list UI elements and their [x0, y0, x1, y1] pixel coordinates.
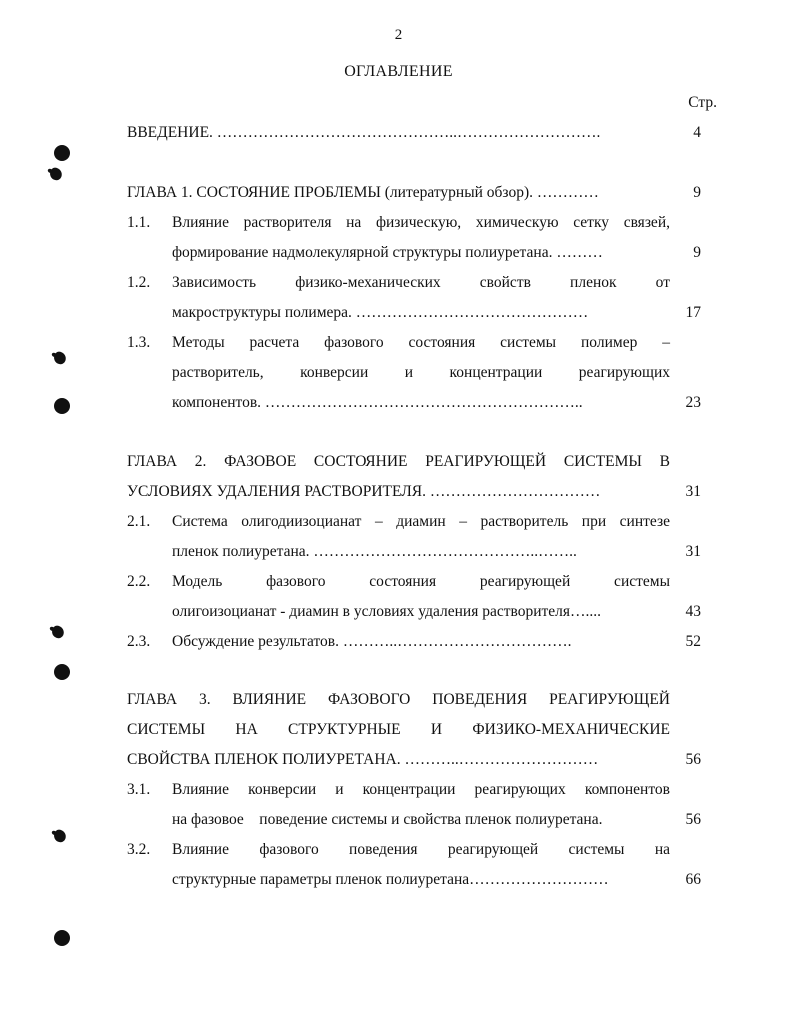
- toc-page: 31: [685, 483, 701, 500]
- toc-page: 56: [685, 751, 701, 768]
- page-column-header: Стр.: [688, 94, 717, 111]
- page-number: 2: [394, 27, 403, 43]
- toc-section-2-1[interactable]: 2.1. Система олигодиизоцианат – диамин – растворитель при синтезе: [0, 507, 797, 537]
- section-number: 1.2.: [127, 274, 151, 291]
- toc-page: 23: [685, 394, 701, 411]
- toc-page: 56: [685, 811, 701, 828]
- toc-chapter-1[interactable]: ГЛАВА 1. СОСТОЯНИЕ ПРОБЛЕМЫ (литературный обзор). ………… 9: [0, 178, 797, 208]
- toc-section-1-3-cont: компонентов. …………………………………………………….. 23: [0, 388, 797, 418]
- toc-section-1-1-cont: формирование надмолекулярной структуры полиуретана. ……… 9: [0, 238, 797, 268]
- toc-section-1-2-cont: макроструктуры полимера. ……………………………………… 17: [0, 298, 797, 328]
- toc-page: 66: [685, 871, 701, 888]
- toc-section-3-2[interactable]: 3.2. Влияние фазового поведения реагирующей системы на: [0, 835, 797, 865]
- page-title: ОГЛАВЛЕНИЕ: [344, 63, 453, 80]
- toc-section-2-3[interactable]: 2.3. Обсуждение результатов. ………..……………………………. 52: [0, 627, 797, 657]
- toc-page: 9: [693, 184, 701, 201]
- toc-page: 9: [693, 244, 701, 261]
- toc-section-3-1[interactable]: 3.1. Влияние конверсии и концентрации реагирующих компонентов: [0, 775, 797, 805]
- section-number: 1.3.: [127, 334, 151, 351]
- toc-chapter-2[interactable]: ГЛАВА 2. ФАЗОВОЕ СОСТОЯНИЕ РЕАГИРУЮЩЕЙ СИСТЕМЫ В: [127, 453, 670, 470]
- toc-chapter-3-cont: СИСТЕМЫ НА СТРУКТУРНЫЕ И ФИЗИКО-МЕХАНИЧЕСКИЕ: [127, 721, 670, 738]
- toc-section-2-2-cont: олигоизоцианат - диамин в условиях удаления растворителя….... 43: [0, 597, 797, 627]
- section-number: 1.1.: [127, 214, 151, 231]
- toc-section-1-3-cont: растворитель, конверсии и концентрации реагирующих: [172, 364, 670, 381]
- section-number: 3.2.: [127, 841, 151, 858]
- toc-section-1-2[interactable]: 1.2. Зависимость физико-механических свойств пленок от: [0, 268, 797, 298]
- section-number: 2.1.: [127, 513, 151, 530]
- toc-chapter-2-cont: УСЛОВИЯХ УДАЛЕНИЯ РАСТВОРИТЕЛЯ. …………………………… 31: [0, 477, 797, 507]
- toc-page: 31: [685, 543, 701, 560]
- section-number: 3.1.: [127, 781, 151, 798]
- toc-chapter-3-cont: СВОЙСТВА ПЛЕНОК ПОЛИУРЕТАНА. ………..……………………… 56: [0, 745, 797, 775]
- toc-section-1-1[interactable]: 1.1. Влияние растворителя на физическую, химическую сетку связей,: [0, 208, 797, 238]
- toc-page: 17: [685, 304, 701, 321]
- toc-section-1-3[interactable]: 1.3. Методы расчета фазового состояния системы полимер –: [0, 328, 797, 358]
- section-number: 2.3.: [127, 633, 151, 650]
- toc-page: 43: [685, 603, 701, 620]
- toc-chapter-3[interactable]: ГЛАВА 3. ВЛИЯНИЕ ФАЗОВОГО ПОВЕДЕНИЯ РЕАГИРУЮЩЕЙ: [127, 691, 670, 708]
- toc-section-3-2-cont: структурные параметры пленок полиуретана……………………… 66: [0, 865, 797, 895]
- toc-section-2-1-cont: пленок полиуретана. ……………………………………..…….. 31: [0, 537, 797, 567]
- toc-page: 4: [693, 124, 701, 141]
- toc-section-3-1-cont: на фазовое поведение системы и свойства пленок полиуретана. 56: [0, 805, 797, 835]
- section-number: 2.2.: [127, 573, 151, 590]
- toc-section-2-2[interactable]: 2.2. Модель фазового состояния реагирующей системы: [0, 567, 797, 597]
- toc-page: 52: [685, 633, 701, 650]
- binder-hole: [54, 664, 70, 680]
- toc-entry-intro[interactable]: ВВЕДЕНИЕ. ………………………………………..………………………. 4: [0, 118, 797, 148]
- binder-hole: [54, 930, 70, 946]
